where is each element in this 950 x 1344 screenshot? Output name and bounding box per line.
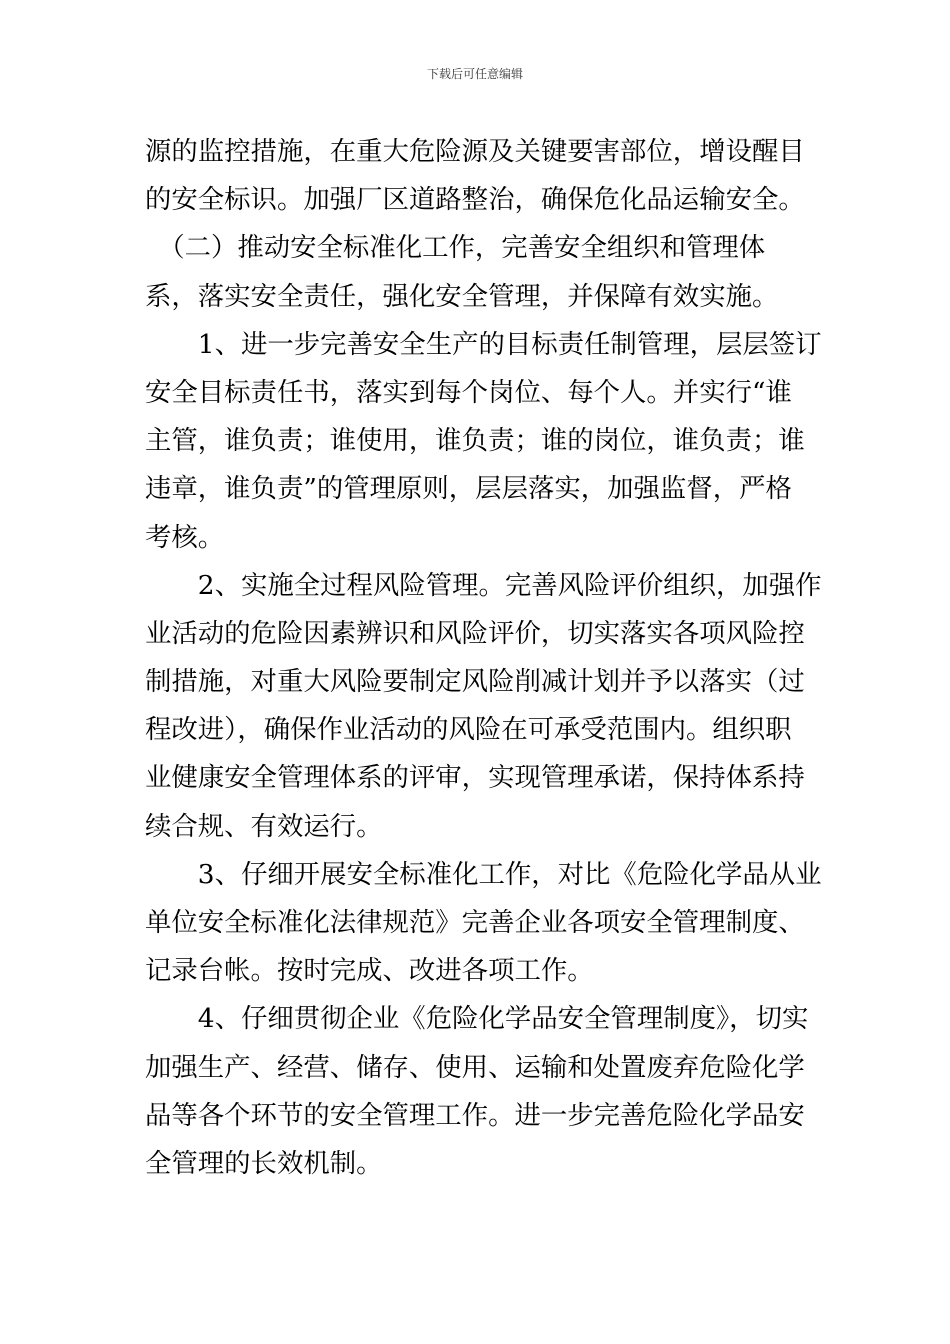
text-line: 4、仔细贯彻企业《危险化学品安全管理制度》，切实	[145, 1003, 809, 1035]
text-line: 系，落实安全责任，强化安全管理，并保障有效实施。	[145, 280, 779, 312]
text-line: 主管，谁负责；谁使用，谁负责；谁的岗位，谁负责；谁	[145, 425, 805, 457]
header-note: 下载后可任意编辑	[426, 67, 523, 81]
text-line: 3、仔细开展安全标准化工作，对比《危险化学品从业	[145, 858, 822, 890]
text-line: 业活动的危险因素辨识和风险评价，切实落实各项风险控	[145, 617, 805, 649]
text-line: 安全目标责任书，落实到每个岗位、每个人。并实行“谁	[145, 376, 792, 408]
text-line: 源的监控措施，在重大危险源及关键要害部位，增设醒目	[145, 136, 805, 167]
text-line: （二）推动安全标准化工作，完善安全组织和管理体	[145, 232, 766, 264]
text-line: 的安全标识。加强厂区道路整治，确保危化品运输安全。	[145, 184, 805, 216]
text-line: 单位安全标准化法律规范》完善企业各项安全管理制度、	[145, 907, 805, 938]
text-line: 制措施，对重大风险要制定风险削减计划并予以落实（过	[145, 666, 805, 698]
text-line: 程改进），确保作业活动的风险在可承受范围内。组织职	[145, 714, 792, 746]
text-line: 记录台帐。按时完成、改进各项工作。	[145, 955, 594, 987]
text-line: 品等各个环节的安全管理工作。进一步完善危险化学品安	[145, 1099, 805, 1131]
body-text	[145, 128, 822, 1188]
text-line: 1、进一步完善安全生产的目标责任制管理，层层签订	[145, 328, 822, 360]
text-line: 续合规、有效运行。	[145, 810, 383, 842]
text-line: 业健康安全管理体系的评审，实现管理承诺，保持体系持	[145, 762, 805, 794]
text-line: 全管理的长效机制。	[145, 1147, 383, 1179]
text-line: 2、实施全过程风险管理。完善风险评价组织，加强作	[145, 569, 822, 601]
text-line: 加强生产、经营、储存、使用、运输和处置废弃危险化学	[145, 1051, 805, 1083]
text-line: 违章，谁负责”的管理原则，层层落实，加强监督，严格	[145, 473, 792, 505]
text-line: 考核。	[145, 521, 225, 553]
